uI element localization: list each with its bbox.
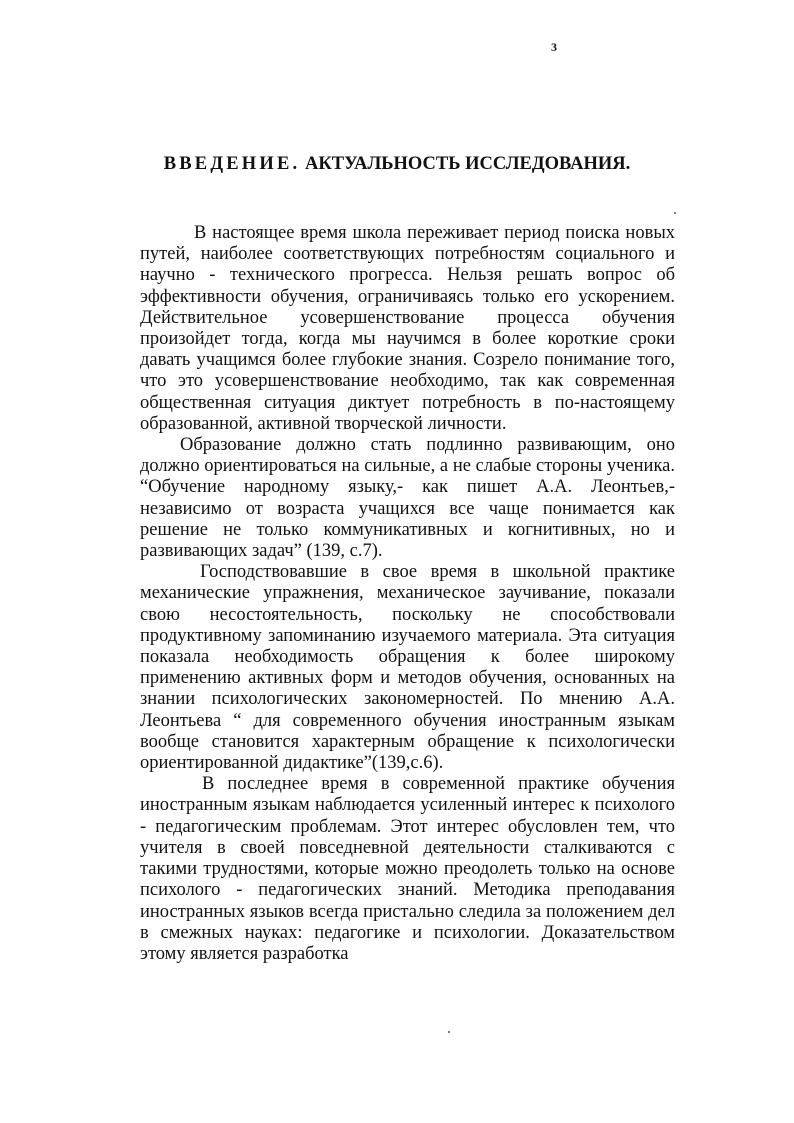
paragraph-2: Образование должно стать подлинно развивающим, оно должно ориентироваться на сильные, а не слабые стороны ученика. “Обучение народному языку,- как пишет А.А. Леонтьев,- независимо от возраста учащихся все чаще понимается как решение не только коммуникативных и когнитивных, но и развивающих задач” (139, с.7). xyxy=(140,435,675,562)
page-title xyxy=(0,154,794,175)
page-number: 3 xyxy=(551,40,557,54)
paragraph-3: Господствовавшие в свое время в школьной практике механические упражнения, механическое заучивание, показали свою несостоятельность, поскольку не способствовали продуктивному запоминанию изучаемого материала. Эта ситуация показала необходимость обращения к более широкому применению активных форм и методов обучения, основанных на знании психологических закономерностей. По мнению А.А. Леонтьева “ для современного обучения иностранным языкам вообще становится характерным обращение к психологически ориентированной дидактике”(139,с.6). xyxy=(140,562,675,774)
scan-speck xyxy=(674,212,676,214)
paragraph-4: В последнее время в современной практике обучения иностранным языкам наблюдается усиленный интерес к психолого - педагогическим проблемам. Этот интерес обусловлен тем, что учителя в своей повседневной деятельности сталкиваются с такими трудностями, которые можно преодолеть только на основе психолого - педагогических знаний. Методика преподавания иностранных языков всегда пристально следила за положением дел в смежных науках: педагогике и психологии. Доказательством этому является разработка xyxy=(140,774,675,964)
paragraph-1: В настоящее время школа переживает период поиска новых путей, наиболее соответствующих потребностям социального и научно - технического прогресса. Нельзя решать вопрос об эффективности обучения, ограничиваясь только его ускорением. Действительное усовершенствование процесса обучения произойдет тогда, когда мы научимся в более короткие сроки давать учащимся более глубокие знания. Созрело понимание того, что это усовершенствование необходимо, так как современная общественная ситуация диктует потребность в по-настоящему образованной, активной творческой личности. xyxy=(140,223,675,434)
body-text xyxy=(140,223,675,965)
title-introduction: ВВЕДЕНИЕ. xyxy=(163,154,301,174)
title-relevance: АКТУАЛЬНОСТЬ ИССЛЕДОВАНИЯ. xyxy=(304,154,631,174)
scan-speck xyxy=(448,1031,450,1033)
